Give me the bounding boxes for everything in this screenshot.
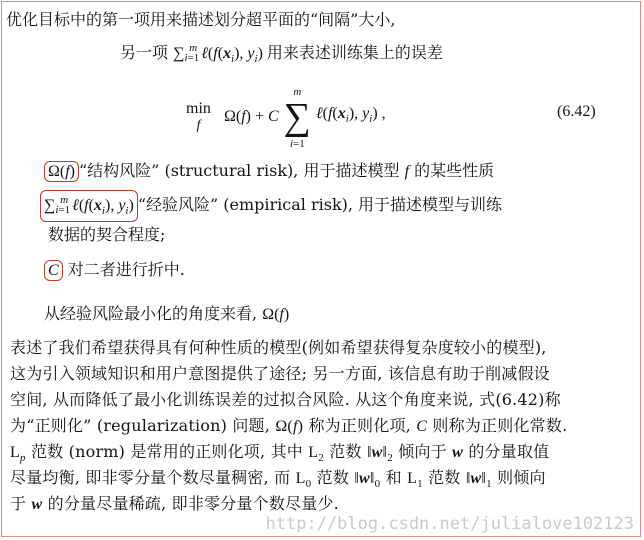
sum-highlight: $\sum_{i=1}^m$ $\ell(f(x_i)$, $y_i$) <box>40 190 138 222</box>
text-line-1: 优化目标中的第一项用来描述划分超平面的“间隔”大小, <box>6 10 396 29</box>
def-c: C 对二者进行折中. <box>44 260 185 281</box>
watermark: http://blog.csdn.net/julialove102123 <box>265 514 634 534</box>
p2-line-1: 表述了我们希望获得具有何种性质的模型(例如希望获得复杂度较小的模型), <box>10 338 547 357</box>
text-line-2: 另一项 $\sum_{i=1}^m$ $\ell(f(x_i)$, $y_i$) 用来表述训练集上的误差 <box>120 42 443 66</box>
p2-line-3: 空间, 从而降低了最小化训练误差的过拟合风险. 从这个角度来说, 式(6.42)称 <box>10 390 561 409</box>
p2-line-2: 这为引入领域知识和用户意图提供了途径; 另一方面, 该信息有助于削减假设 <box>10 364 550 383</box>
p2-line-5: $L_p$ 范数 (norm) 是常用的正则化项, 其中 $L_2$ 范数 $‖w‖_2$ 倾向于 w 的分量取值 <box>10 442 550 465</box>
equation-number: (6.42) <box>557 103 596 120</box>
def-omega: Ω(f) “结构风险” (structural risk), 用于描述模型 f 的某些性质 <box>44 161 494 182</box>
sum-loss-inline: $\sum_{i=1}^m$ $\ell(f(x_i)$, $y_i$) <box>173 42 267 66</box>
p2-line-4: 为“正则化” (regularization) 问题, Ω(f) 称为正则化项, C 则称为正则化常数. <box>10 416 568 435</box>
c-highlight: C <box>44 260 63 281</box>
equation-6-42: min f Ω(f) + C m ∑ i=1 $\ell(f(x_i)$, $y_i$) , <box>186 86 386 150</box>
p2-line-6: 尽量均衡, 即非零分量个数尽量稠密, 而 $L_0$ 范数 $‖w‖_0$ 和 $L_1$ 范数 $‖w‖_1$ 则倾向 <box>10 468 546 491</box>
p2-lead: 从经验风险最小化的角度来看, Ω(f) <box>44 304 290 323</box>
omega-highlight: Ω(f) <box>44 161 79 182</box>
p2-line-7: 于 w 的分量尽量稀疏, 即非零分量个数尽量少. <box>10 494 339 513</box>
def-sum-cont: 数据的契合程度; <box>48 225 166 244</box>
def-sum: $\sum_{i=1}^m$ $\ell(f(x_i)$, $y_i$) “经验风险” (empirical risk), 用于描述模型与训练 <box>40 190 502 222</box>
